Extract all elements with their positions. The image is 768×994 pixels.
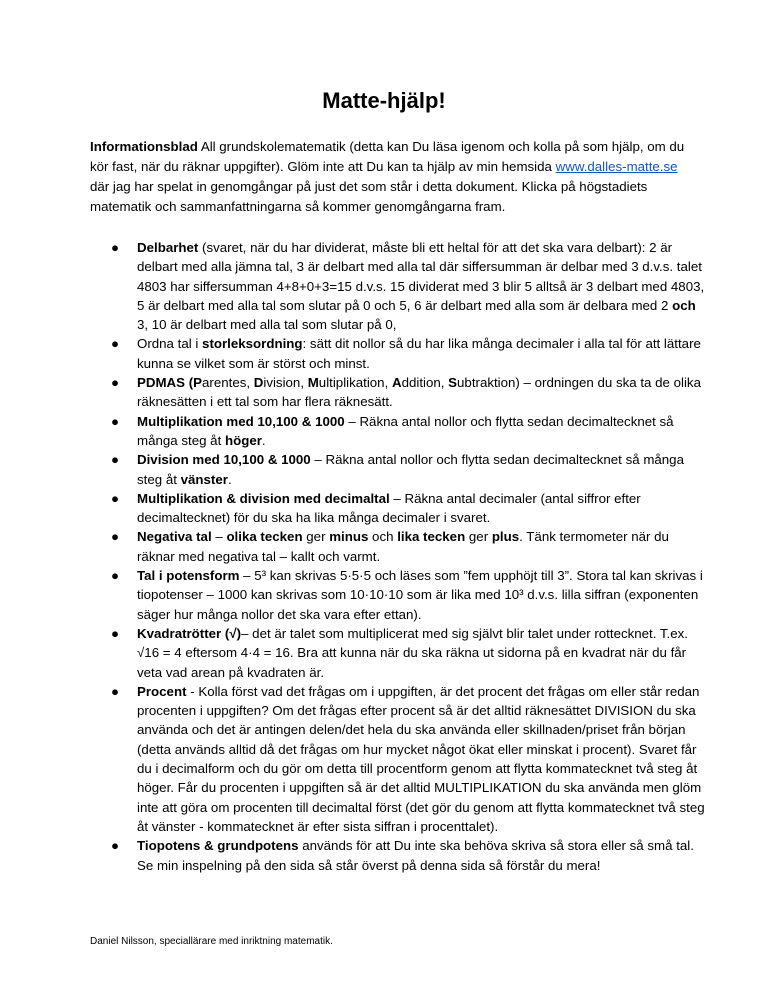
item-text: och [368, 529, 398, 545]
list-item-tiopotens [90, 836, 710, 875]
item-text: – 5³ kan skrivas 5·5·5 och läses som ”fem upphöjt till 3”. Stora tal kan skrivas i tiopotenser – 1000 kan skrivas som 10·10·10 som är lika med 10³ d.v.s. lilla siffran (exponenten säger hur många nollor det ska vara efter ettan). [137, 568, 703, 622]
item-text: PDMAS (P [137, 375, 203, 391]
item-text: (svaret, när du har dividerat, måste bli ett heltal för att det ska vara delbart): 2 är delbart med alla jämna tal, 3 är delbart med alla tal där siffersumman är delbar med 3 d.v.s. talet 4803 har siffersumman 4+8+0+3=15 d.v.s. 15 dividerat med 3 blir 5 alltså är 3 delbart med 4803, 5 är delbart med alla tal som slutar på 0 och 5, 6 är delbart med alla som är delbara med 2 [137, 240, 705, 313]
bullet-icon: ● [111, 568, 120, 584]
item-text: – det är talet som multiplicerat med sig självt blir talet under rottecknet. T.ex. √16 = 4 eftersom 4·4 = 16. Bra att kunna när du ska räkna ut sidorna på en kvadrat när du får veta vad arean på kvadraten är. [137, 625, 688, 680]
bullet-icon: ● [111, 838, 120, 854]
item-text: A [391, 375, 402, 391]
item-text: Tal i potensform [137, 568, 240, 584]
bullet-icon: ● [111, 490, 120, 506]
bullet-icon: ● [111, 625, 120, 641]
item-text: ivision, [263, 375, 308, 391]
item-text: minus [329, 529, 369, 545]
item-text: Ordna tal i [137, 336, 203, 352]
item-text: plus [491, 529, 520, 545]
intro-lead: Informationsblad [90, 139, 198, 154]
list-item-division [90, 450, 710, 489]
website-link[interactable]: www.dalles-matte.se [555, 159, 678, 174]
item-text: storleksordning [202, 336, 303, 352]
item-text: – [211, 529, 227, 545]
item-text: Division med 10,100 & 1000 [137, 452, 311, 468]
item-text: höger [224, 432, 262, 448]
item-text: används för att Du inte ska behöva skriva så stora eller så små tal. Se min inspelning på den sida så står överst på denna sida så förstår du mera! [137, 838, 694, 873]
page-footer: Daniel Nilsson, speciallärare med inriktning matematik. [90, 936, 333, 947]
item-text: – Räkna antal nollor och flytta sedan decimaltecknet så många steg åt [137, 452, 684, 487]
list-item-storleksordning [90, 334, 710, 373]
list-item-multiplikation [90, 412, 710, 451]
page-title: Matte-hjälp! [322, 88, 446, 113]
bullet-icon: ● [111, 336, 120, 352]
bullet-icon: ● [111, 413, 120, 429]
item-text: – Räkna antal decimaler (antal siffror efter decimaltecknet) för du ska ha lika många decimaler i svaret. [137, 490, 641, 526]
item-text: Multiplikation & division med decimaltal [137, 490, 390, 506]
item-text: – Räkna antal nollor och flytta sedan decimaltecknet så många steg åt [137, 413, 674, 448]
item-text: : sätt dit nollor så du har lika många decimaler i alla tal för att lättare kunna se vilket som är störst och minst. [137, 336, 701, 371]
item-text: - Kolla först vad det frågas om i uppgiften, är det procent det frågas om eller står redan procenten i uppgiften? Om det frågas efter procent så är det alltid räknesättet DIVISION du ska använda och det är antingen delen/det hela du ska använda eller skillnaden/priset från början (detta används alltid då det frågas om hur mycket något ökat eller minskat i procent). Svaret får du i decimalform och du gör om detta till procentform genom att flytta kommatecknet två steg åt höger. Får du procenten i uppgiften så är det alltid MULTIPLIKATION du ska använda men glöm inte att göra om procenten till decimaltal först (det gör du genom att flytta kommatecknet två steg åt vänster - kommatecknet är efter sista siffran i procenttalet). [137, 683, 705, 834]
item-text: ger [302, 529, 330, 545]
item-text: Delbarhet [137, 240, 199, 255]
topic-list [90, 238, 710, 875]
bullet-icon: ● [111, 240, 120, 255]
list-item-potensform [90, 566, 710, 624]
list-item-procent [90, 682, 710, 836]
bullet-icon: ● [111, 529, 120, 545]
item-text: M [307, 375, 319, 391]
item-text: . [261, 432, 266, 448]
list-item-kvadratrotter [90, 624, 710, 682]
item-text: ubtraktion) – ordningen du ska ta de olika räknesätten i ett tal som har flera räknesätt. [137, 375, 701, 410]
item-text: . Tänk termometer när du räknar med negativa tal – kallt och varmt. [137, 529, 669, 564]
list-item-decimaltal [90, 489, 710, 528]
item-text: vänster [180, 471, 228, 487]
list-item-negativa-tal [90, 527, 710, 566]
item-text: Tiopotens & grundpotens [137, 838, 299, 854]
intro-text-1: All grundskolematematik (detta kan Du läsa igenom och kolla på som hjälp, om du kör fast, när du räknar uppgifter). Glöm inte att Du kan ta hjälp av min hemsida [90, 139, 685, 174]
item-text: och [672, 297, 696, 313]
item-text: Procent [137, 683, 187, 699]
item-text: olika tecken [226, 529, 303, 545]
item-text: ger [465, 529, 492, 545]
intro-paragraph [90, 137, 690, 217]
item-text: 3, 10 är delbart med alla tal som slutar på 0, [137, 317, 397, 333]
item-text: ddition, [401, 375, 449, 391]
bullet-icon: ● [111, 375, 120, 391]
list-item-delbarhet [90, 238, 710, 334]
item-text: lika tecken [397, 529, 466, 545]
item-text: arentes, [202, 375, 254, 391]
item-text: Kvadratrötter (√) [137, 625, 242, 641]
item-text: ultiplikation, [318, 375, 392, 391]
item-text: S [448, 375, 458, 391]
item-text: Negativa tal [137, 529, 212, 545]
list-item-pdmas [90, 373, 710, 412]
bullet-icon: ● [111, 452, 120, 468]
item-text: . [227, 471, 232, 487]
bullet-icon: ● [111, 683, 120, 699]
item-text: D [253, 375, 264, 391]
item-text: Multiplikation med 10,100 & 1000 [137, 413, 345, 429]
intro-text-2: där jag har spelat in genomgångar på just det som står i detta dokument. Klicka på högstadiets matematik och sammanfattningarna så kommer genomgångarna fram. [90, 179, 648, 214]
